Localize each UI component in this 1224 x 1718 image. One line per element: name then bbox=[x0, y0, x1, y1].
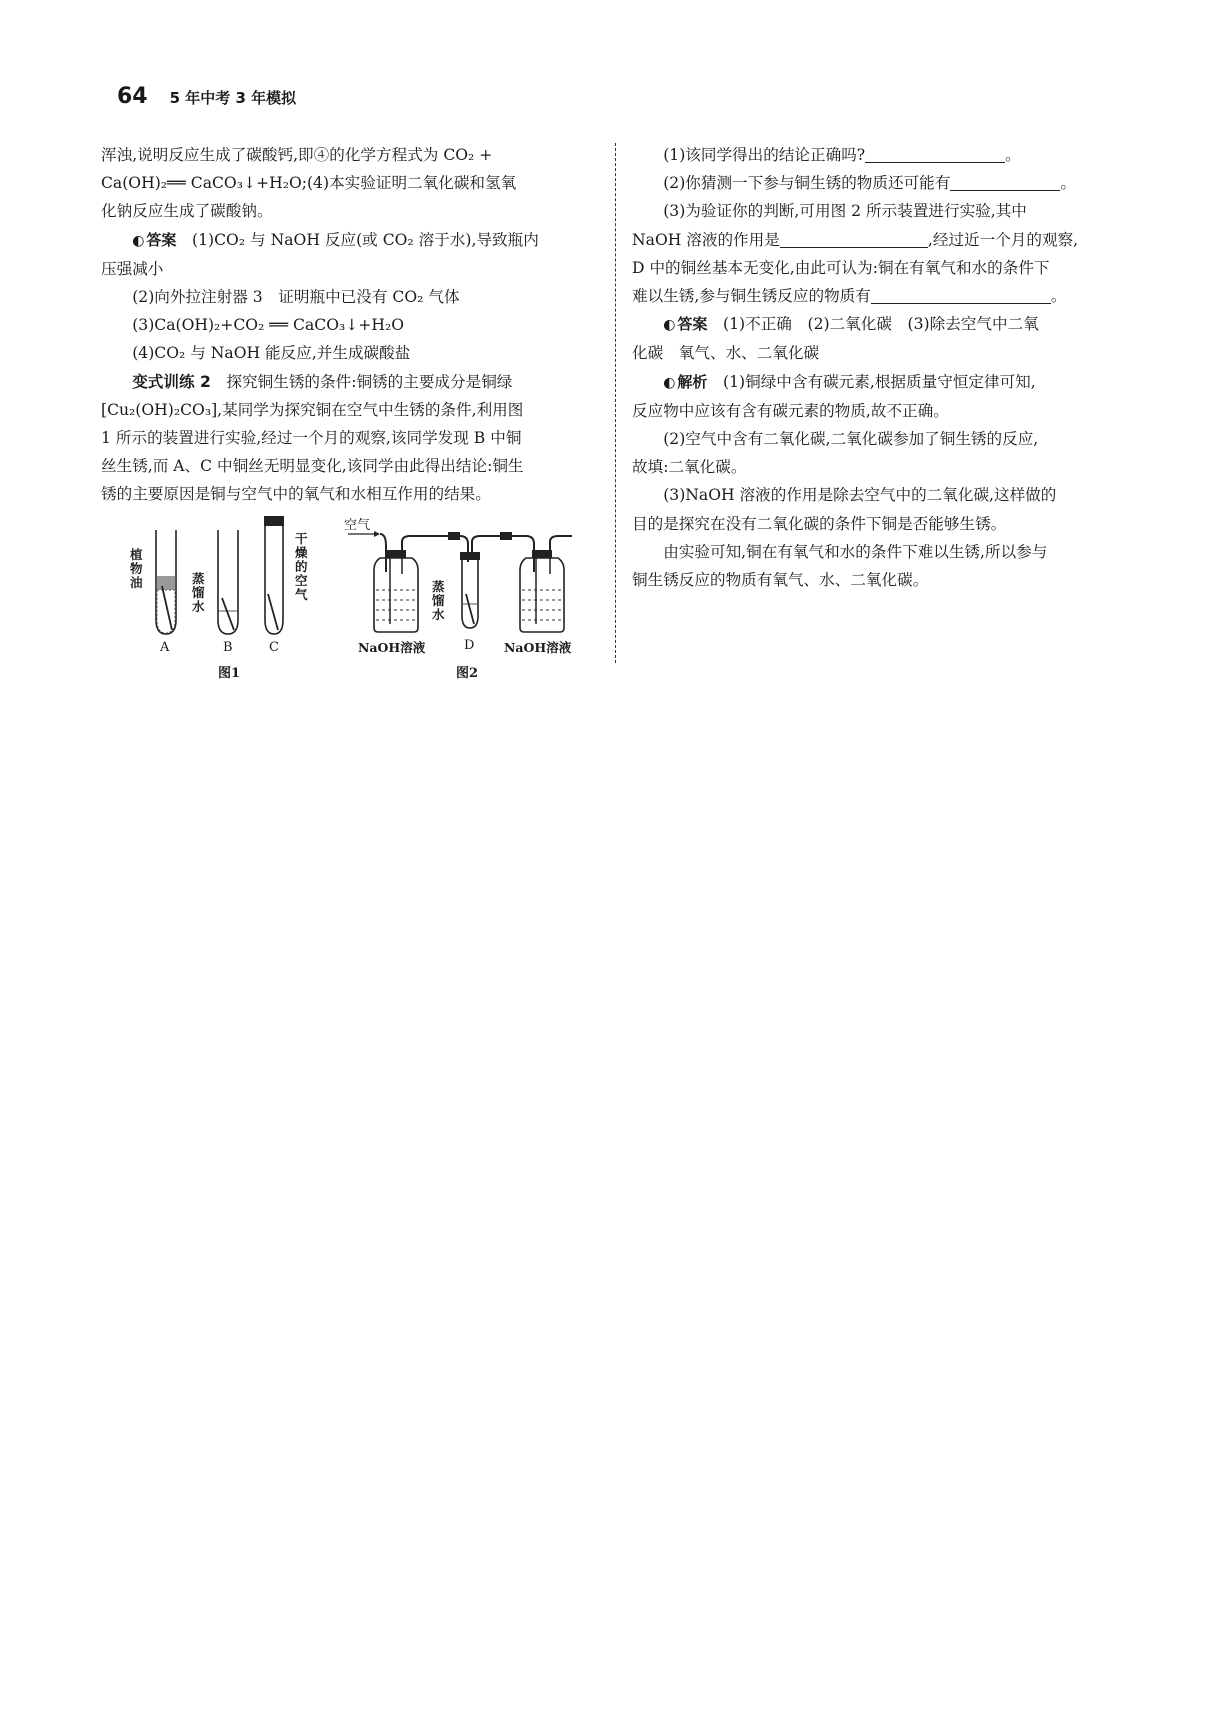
question-1-text: (1)该同学得出的结论正确吗? bbox=[663, 146, 866, 164]
answer-tag: ◐ 答案 bbox=[132, 230, 177, 249]
answer-blank-1[interactable] bbox=[865, 144, 1005, 163]
question-1: (1)该同学得出的结论正确吗? 。 bbox=[663, 146, 1021, 164]
analysis-line: (3)NaOH 溶液的作用是除去空气中的二氧化碳,这样做的 bbox=[663, 486, 1057, 505]
book-title: 5 年中考 3 年模拟 bbox=[169, 89, 297, 107]
question-3-line: NaOH 溶液的作用是 ,经过近一个月的观察, bbox=[632, 230, 1079, 249]
wash-bottle-right bbox=[520, 550, 564, 632]
tube-c-label: C bbox=[269, 640, 279, 655]
analysis-line: 反应物中应该有含有碳元素的物质,故不正确。 bbox=[632, 401, 949, 420]
analysis-icon: ◐ bbox=[663, 374, 676, 391]
answer-block bbox=[632, 310, 1129, 339]
figure-2 bbox=[340, 512, 580, 681]
test-tube-d bbox=[460, 552, 480, 628]
analysis-line: (2)空气中含有二氧化碳,二氧化碳参加了铜生锈的反应, bbox=[663, 430, 1039, 449]
question-2-text: (2)你猜测一下参与铜生锈的物质还可能有 bbox=[663, 174, 951, 193]
column-divider bbox=[615, 143, 616, 663]
analysis-line: 铜生锈反应的物质有氧气、水、二氧化碳。 bbox=[632, 571, 929, 590]
copper-wire bbox=[268, 594, 278, 630]
analysis-line: 由实验可知,铜在有氧气和水的条件下难以生锈,所以参与 bbox=[663, 542, 1048, 561]
practice-line: [Cu₂(OH)₂CO₃],某同学为探究铜在空气中生锈的条件,利用图 bbox=[101, 400, 524, 419]
answer-line: 化碳 氧气、水、二氧化碳 bbox=[632, 344, 820, 363]
test-tube-c bbox=[264, 516, 284, 634]
label-air: 空气 bbox=[344, 518, 371, 533]
practice-block bbox=[101, 368, 599, 396]
text-line: 化钠反应生成了碳酸钠。 bbox=[101, 202, 273, 221]
analysis-line: 目的是探究在没有二氧化碳的条件下铜是否能够生锈。 bbox=[632, 514, 1007, 533]
right-column bbox=[632, 141, 1129, 594]
test-tube-b bbox=[218, 530, 238, 634]
text-line: 浑浊,说明反应生成了碳酸钙,即④的化学方程式为 CO₂ + bbox=[101, 146, 493, 164]
analysis-line: (1)铜绿中含有碳元素,根据质量守恒定律可知, bbox=[723, 372, 1036, 391]
stopper bbox=[264, 516, 284, 526]
practice-line: 锈的主要原因是铜与空气中的氧气和水相互作用的结果。 bbox=[101, 485, 491, 504]
label-water: 蒸馏水 bbox=[192, 571, 205, 614]
practice-tag: 变式训练 2 bbox=[132, 372, 211, 391]
practice-line: 丝生锈,而 A、C 中铜丝无明显变化,该同学由此得出结论:铜生 bbox=[101, 457, 524, 476]
label-oil: 植物油 bbox=[130, 547, 143, 590]
wash-bottle-left bbox=[374, 550, 418, 632]
practice-line: 1 所示的装置进行实验,经过一个月的观察,该同学发现 B 中铜 bbox=[101, 429, 522, 448]
answer-line: (4)CO₂ 与 NaOH 能反应,并生成碳酸盐 bbox=[132, 344, 411, 363]
oil-layer bbox=[157, 576, 175, 590]
copper-wire bbox=[162, 586, 172, 630]
copper-wire bbox=[222, 598, 234, 630]
analysis-block bbox=[632, 368, 1129, 397]
test-tube-a bbox=[156, 530, 176, 634]
question-3-line: 难以生锈,参与铜生锈反应的物质有 。 bbox=[632, 287, 1067, 306]
practice-line: 探究铜生锈的条件:铜锈的主要成分是铜绿 bbox=[226, 372, 513, 391]
tube-a-label: A bbox=[160, 640, 170, 655]
question-3-line: D 中的铜丝基本无变化,由此可认为:铜在有氧气和水的条件下 bbox=[632, 258, 1050, 277]
answer-line: 压强减小 bbox=[101, 259, 164, 278]
tube-d-label: D bbox=[464, 638, 475, 653]
answer-line: (1)CO₂ 与 NaOH 反应(或 CO₂ 溶于水),导致瓶内 bbox=[192, 230, 539, 249]
figure-1 bbox=[118, 510, 318, 681]
answer-tag: ◐ 答案 bbox=[663, 315, 708, 334]
copper-wire bbox=[466, 594, 474, 624]
answer-line: (1)不正确 (2)二氧化碳 (3)除去空气中二氧 bbox=[723, 315, 1039, 334]
label-water-d: 蒸馏水 bbox=[432, 579, 445, 622]
answer-icon: ◐ bbox=[132, 232, 145, 249]
question-3-line: (3)为验证你的判断,可用图 2 所示装置进行实验,其中 bbox=[663, 202, 1027, 221]
label-naoh-left: NaOH溶液 bbox=[358, 640, 426, 655]
left-column bbox=[101, 141, 599, 509]
analysis-tag: ◐ 解析 bbox=[663, 372, 708, 391]
page-header bbox=[117, 84, 296, 114]
answer-blank-4[interactable] bbox=[871, 285, 1051, 304]
figure-1-caption: 图1 bbox=[218, 666, 241, 681]
analysis-line: 故填:二氧化碳。 bbox=[632, 458, 747, 477]
answer-blank-2[interactable] bbox=[950, 172, 1060, 191]
answer-blank-3[interactable] bbox=[780, 229, 928, 248]
answer-icon: ◐ bbox=[663, 317, 676, 334]
page-number: 64 bbox=[117, 84, 148, 109]
figure-1-drawing bbox=[118, 510, 318, 670]
label-naoh-right: NaOH溶液 bbox=[504, 640, 572, 655]
label-dry-air: 干燥的空气 bbox=[295, 531, 308, 602]
question-2: (2)你猜测一下参与铜生锈的物质还可能有 。 bbox=[663, 174, 1076, 193]
tube-b-label: B bbox=[223, 640, 233, 655]
answer-block bbox=[101, 226, 599, 255]
answer-line: (2)向外拉注射器 3 证明瓶中已没有 CO₂ 气体 bbox=[132, 288, 460, 307]
figure-2-caption: 图2 bbox=[456, 666, 479, 681]
answer-line: (3)Ca(OH)₂+CO₂ ══ CaCO₃↓+H₂O bbox=[132, 316, 404, 335]
text-line: Ca(OH)₂══ CaCO₃↓+H₂O;(4)本实验证明二氧化碳和氢氧 bbox=[101, 174, 517, 193]
